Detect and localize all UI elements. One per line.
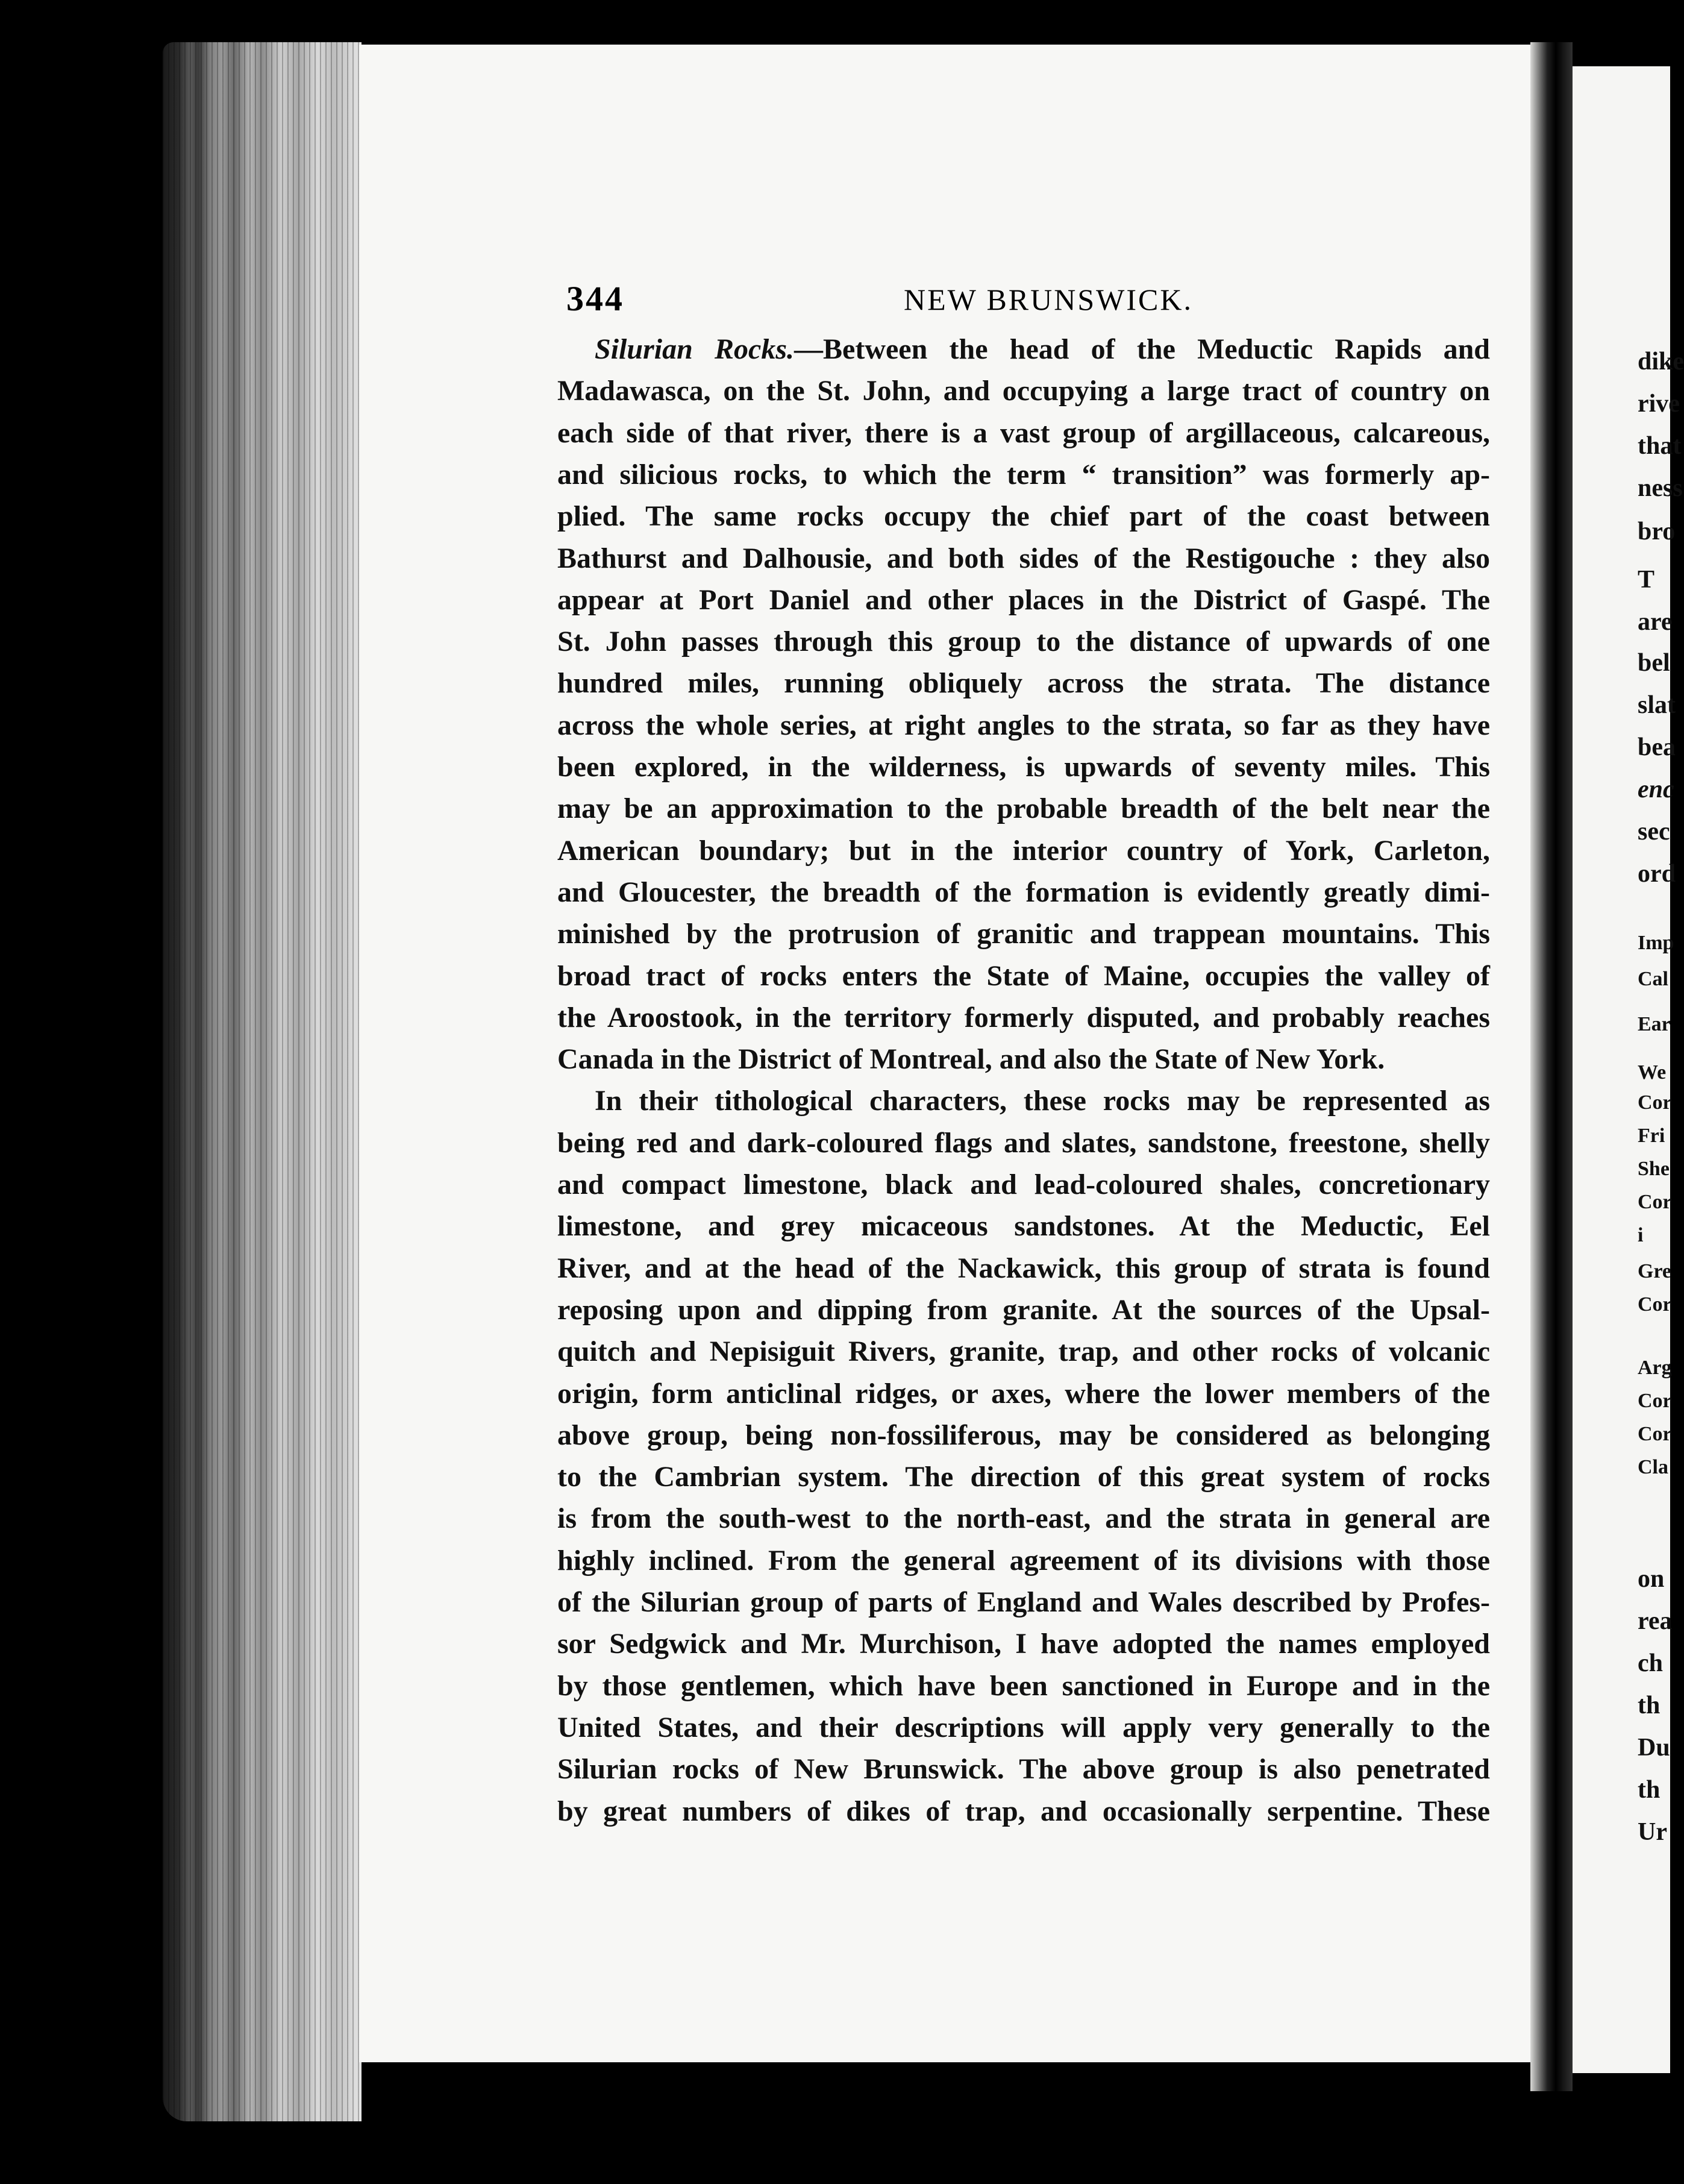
text-line: appear at Port Daniel and other places in the District of Gaspé. The [557,583,1490,616]
page-header [566,278,1512,327]
text-line: highly inclined. From the general agreement of its divisions with those [557,1544,1490,1577]
facing-page-fragment: Imp [1638,932,1674,954]
facing-page-fragment: T [1638,566,1655,594]
text-line: St. John passes through this group to the distance of upwards of one [557,626,1490,658]
facing-page-fragment: We [1638,1061,1667,1084]
facing-page-fragment: Cor [1638,1191,1672,1213]
facing-page-fragment: ness [1638,474,1683,502]
facing-page-fragment: enc [1638,776,1674,803]
book-page-edges [163,42,362,2121]
text-line: by great numbers of dikes of trap, and occasionally serpentine. These [557,1795,1490,1827]
text-line: United States, and their descriptions will apply very generally to the [557,1711,1490,1743]
text-line: and compact limestone, black and lead-coloured shales, concretionary [557,1169,1490,1200]
text-line: Silurian Rocks.—Between the head of the Meductic Rapids and [595,333,1490,365]
facing-page-fragment: Ur [1638,1818,1667,1846]
text-line: quitch and Nepisiguit Rivers, granite, trap, and other rocks of volcanic [557,1335,1490,1368]
facing-page-fragment: ch [1638,1649,1663,1677]
text-line: plied. The same rocks occupy the chief part of the coast between [557,500,1490,533]
text-line: by those gentlemen, which have been sanctioned in Europe and in the [557,1669,1490,1702]
facing-page-fragment: i [1638,1224,1644,1246]
facing-page-fragment: bel [1638,649,1670,677]
facing-page-fragment: rive [1638,390,1680,418]
facing-page-fragment: Du [1638,1734,1670,1762]
text-line: Madawasca, on the St. John, and occupying a large tract of country on [557,375,1490,407]
text-line: and Gloucester, the breadth of the formation is evidently greatly dimi- [557,876,1490,908]
facing-page-fragment: that [1638,432,1682,460]
page-number: 344 [566,279,624,318]
text-line: been explored, in the wilderness, is upwards of seventy miles. This [557,751,1490,783]
text-line: to the Cambrian system. The direction of this great system of rocks [557,1461,1490,1493]
facing-page-fragment: Cal [1638,968,1668,990]
facing-page-fragment: on [1638,1565,1665,1593]
text-line: In their tithological characters, these rocks may be represented as [595,1085,1490,1117]
facing-page-fragment: Cor [1638,1423,1672,1445]
text-line: minished by the protrusion of granitic and trappean mountains. This [557,918,1490,950]
facing-page-fragment: are [1638,608,1673,636]
section-heading: Silurian Rocks. [595,333,795,365]
facing-page-fragment: Arg [1638,1357,1672,1379]
facing-page-fragment: Ear [1638,1013,1671,1035]
text-line: is from the south-west to the north-east, and the strata in general are [557,1502,1490,1535]
text-line: each side of that river, there is a vast group of argillaceous, calcareous, [557,416,1490,449]
text-line: reposing upon and dipping from granite. At the sources of the Upsal- [557,1293,1490,1326]
text-line: broad tract of rocks enters the State of Maine, occupies the valley of [557,959,1490,992]
text-line: above group, being non-fossiliferous, may be considered as belonging [557,1419,1490,1451]
facing-page-fragment: Cor [1638,1091,1672,1114]
text-line: hundred miles, running obliquely across the strata. The distance [557,667,1490,700]
facing-page-fragment: Fri [1638,1125,1665,1147]
text-line: the Aroostook, in the territory formerly disputed, and probably reaches [557,1001,1490,1034]
text-line: may be an approximation to the probable breadth of the belt near the [557,792,1490,825]
text-line: and silicious rocks, to which the term “ transition” was formerly ap- [557,458,1490,491]
facing-page-fragment: rea [1638,1607,1673,1635]
text-line: origin, form anticlinal ridges, or axes, where the lower members of the [557,1377,1490,1410]
facing-page-fragment: slat [1638,691,1676,719]
facing-page-fragment: She [1638,1158,1670,1180]
facing-page-fragment: Cla [1638,1456,1668,1478]
text-line: of the Silurian group of parts of England and Wales described by Profes- [557,1586,1490,1618]
text-line: Bathurst and Dalhousie, and both sides of the Restigouche : they also [557,542,1490,574]
facing-page-fragment: sec [1638,818,1670,846]
text-line: limestone, and grey micaceous sandstones. At the Meductic, Eel [557,1210,1490,1243]
running-head: NEW BRUNSWICK. [904,283,1193,316]
facing-page-fragment: bea [1638,733,1676,761]
facing-page-fragment: ord [1638,860,1676,888]
facing-page-fragment: dike [1638,348,1684,375]
text-line: Canada in the District of Montreal, and also the State of New York. [557,1043,1385,1076]
facing-page-fragment: bro [1638,518,1676,545]
text-line: sor Sedgwick and Mr. Murchison, I have adopted the names employed [557,1628,1490,1660]
facing-page-fragment: Cor [1638,1293,1672,1316]
facing-page-fragment: th [1638,1776,1661,1804]
text-line: River, and at the head of the Nackawick, this group of strata is found [557,1252,1490,1284]
facing-page-fragment: Gre [1638,1260,1672,1282]
text-line: Silurian rocks of New Brunswick. The above group is also penetrated [557,1753,1490,1786]
text-line: across the whole series, at right angles to the strata, so far as they have [557,709,1490,741]
text-line: being red and dark-coloured flags and slates, sandstone, freestone, shelly [557,1126,1490,1159]
facing-page-fragment: Cor [1638,1390,1672,1412]
text-line: American boundary; but in the interior country of York, Carleton, [557,834,1490,867]
book-gutter [1530,42,1573,2091]
facing-page-fragment: th [1638,1692,1661,1719]
